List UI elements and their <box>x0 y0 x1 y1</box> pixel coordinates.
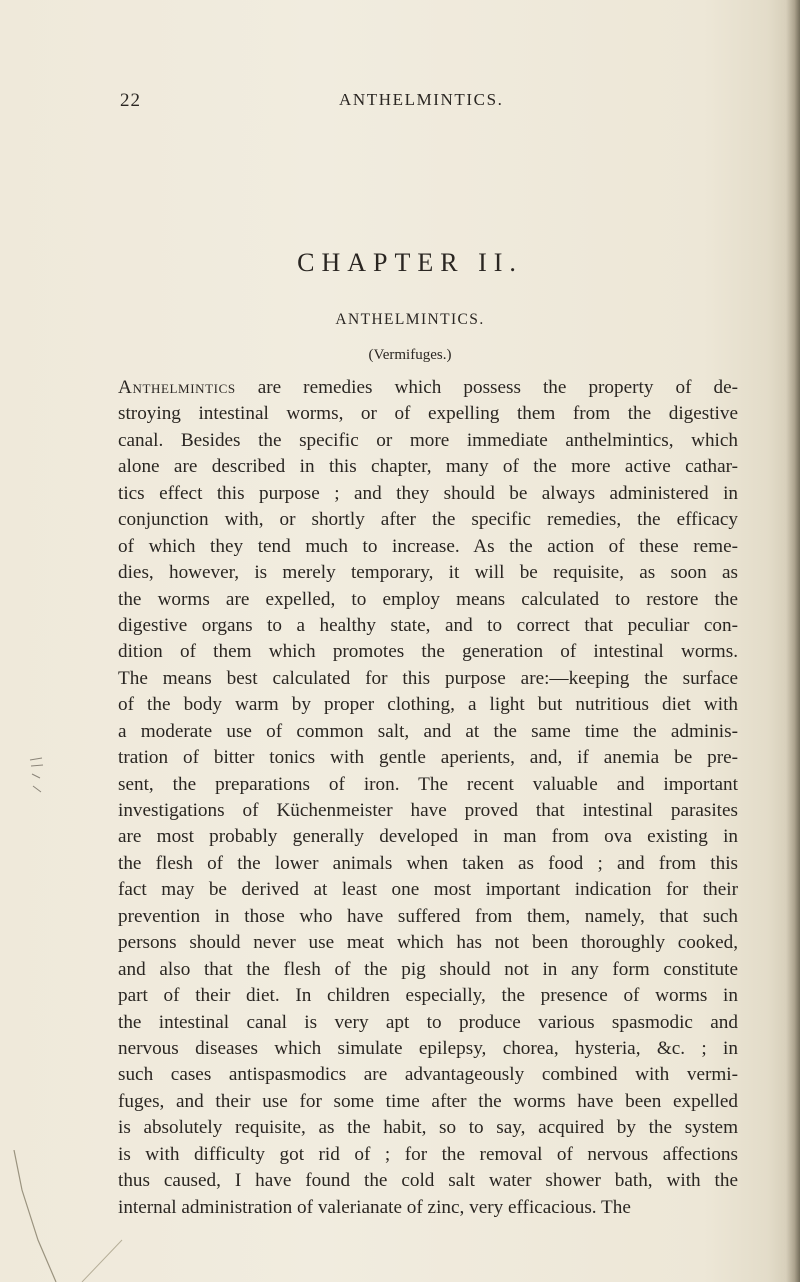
text-line: such cases antispasmodics are advantageously combined with vermi- <box>118 1064 738 1086</box>
text-line: of the body warm by proper clothing, a light but nutritious diet with <box>118 694 738 716</box>
text-line: conjunction with, or shortly after the specific remedies, the efficacy <box>118 509 738 531</box>
chapter-heading: CHAPTER II. <box>297 248 523 277</box>
text-line: tics effect this purpose ; and they should be always administered in <box>118 482 738 504</box>
text-line: the flesh of the lower animals when taken as food ; and from this <box>118 852 738 874</box>
text-line: dies, however, is merely temporary, it will be requisite, as soon as <box>118 562 738 584</box>
text-line: is absolutely requisite, as the habit, so to say, acquired by the system <box>118 1117 738 1139</box>
section-subtitle: (Vermifuges.) <box>368 347 452 363</box>
text-line <box>118 375 738 401</box>
text-line: alone are described in this chapter, many of the more active cathar- <box>118 456 738 478</box>
text-line: a moderate use of common salt, and at the same time the adminis- <box>118 720 738 742</box>
text-line: The means best calculated for this purpose are:—keeping the surface <box>118 667 738 689</box>
section-heading: ANTHELMINTICS. <box>335 311 485 328</box>
text-line: persons should never use meat which has not been thoroughly cooked, <box>118 932 738 954</box>
text-line: dition of them which promotes the generation of intestinal worms. <box>118 641 738 663</box>
text-line: investigations of Küchenmeister have proved that intestinal parasites <box>118 800 738 821</box>
text-line: is with difficulty got rid of ; for the removal of nervous affections <box>118 1143 738 1165</box>
text-line: fact may be derived at least one most important indication for their <box>118 879 738 901</box>
text-line: the intestinal canal is very apt to produce various spasmodic and <box>118 1011 738 1033</box>
text-line: part of their diet. In children especially, the presence of worms in <box>118 985 738 1007</box>
text-line: fuges, and their use for some time after the worms have been expelled <box>118 1090 738 1112</box>
text-line: the worms are expelled, to employ means calculated to restore the <box>118 588 738 610</box>
text-line: thus caused, I have found the cold salt water shower bath, with the <box>118 1170 738 1192</box>
text-line-rest: are remedies which possess the property of de- <box>235 377 738 398</box>
text-line: of which they tend much to increase. As the action of these reme- <box>118 535 738 557</box>
text-line: tration of bitter tonics with gentle aperients, and, if anemia be pre- <box>118 747 738 769</box>
lead-word: Anthelmintics <box>118 377 236 398</box>
text-line: nervous diseases which simulate epilepsy, chorea, hysteria, &c. ; in <box>118 1037 738 1059</box>
page-corner-crease <box>12 1150 132 1282</box>
text-line: sent, the preparations of iron. The recent valuable and important <box>118 773 738 795</box>
margin-pencil-mark <box>28 756 46 796</box>
text-line: prevention in those who have suffered from them, namely, that such <box>118 905 738 927</box>
text-line: digestive organs to a healthy state, and to correct that peculiar con- <box>118 614 738 636</box>
page-number: 22 <box>120 90 141 111</box>
page-edge-shadow <box>786 0 800 1282</box>
text-line: canal. Besides the specific or more immediate anthelmintics, which <box>118 429 738 451</box>
text-line: stroying intestinal worms, or of expelling them from the digestive <box>118 403 738 425</box>
running-title: ANTHELMINTICS. <box>339 90 504 109</box>
text-line: internal administration of valerianate of zinc, very efficacious. The <box>118 1196 631 1218</box>
text-line: and also that the flesh of the pig should not in any form constitute <box>118 958 738 980</box>
body-text <box>118 375 738 1221</box>
running-head <box>0 90 800 114</box>
text-line: are most probably generally developed in man from ova existing in <box>118 826 738 848</box>
